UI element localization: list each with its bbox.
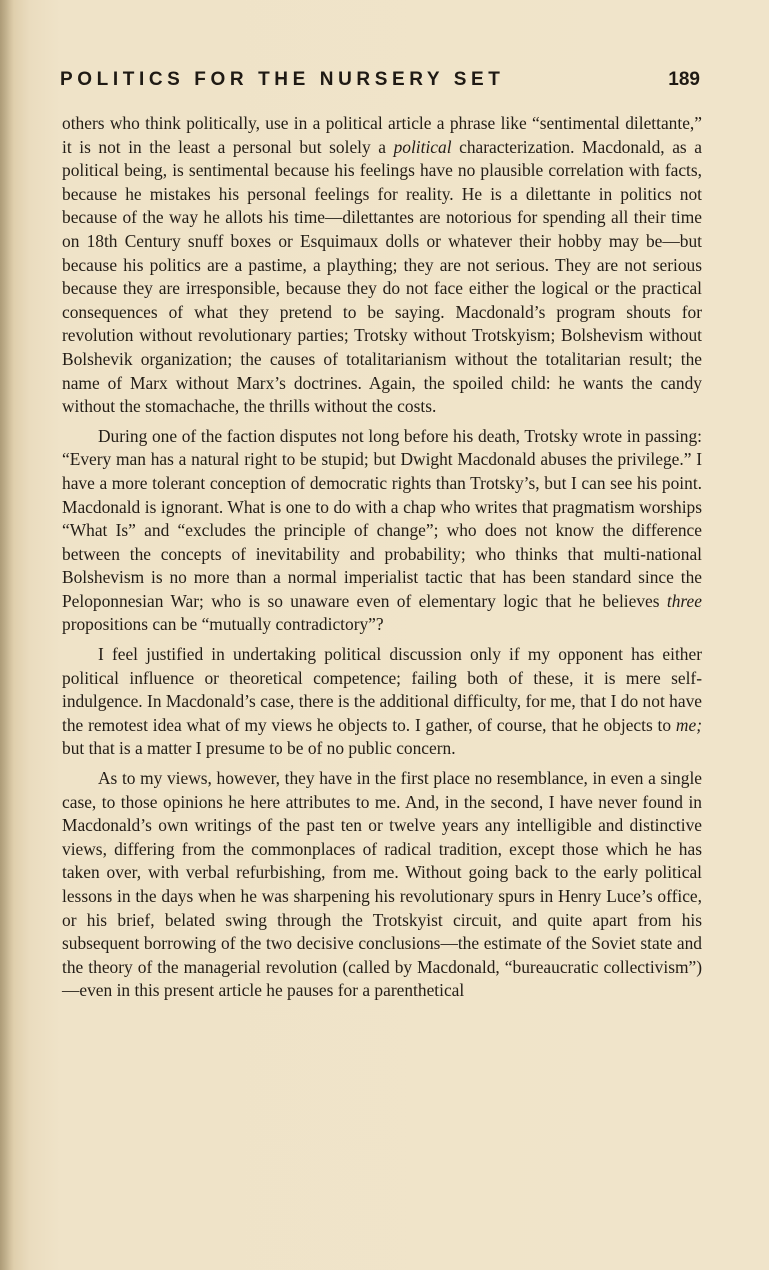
- running-head: [60, 69, 700, 99]
- paragraph-2-text-b: propositions can be “mutually contradictory”?: [62, 614, 384, 635]
- paragraph-2-text-a: During one of the faction disputes not long before his death, Trotsky wrote in passing: “Every man has a natural right to be stupid; but Dwight Macdonald abuses the privilege.” I have a more tolerant conception of democratic rights than Trotsky’s, but I can see his point. Macdonald is ignorant. What is one to do with a chap who writes that pragmatism worships “What Is” and “excludes the principle of change”; who does not know the difference between the concepts of inevitability and probability; who thinks that multi-national Bolshevism is no more than a normal imperialist tactic that has been standard since the Peloponnesian War; who is so unaware even of elementary logic that he believes: [62, 425, 702, 611]
- paragraph-1: [62, 112, 702, 419]
- paragraph-4-text-a: As to my views, however, they have in the first place no resemblance, in even a single case, to those opinions he here attributes to me. And, in the second, I have never found in Macdonald’s own writings of the past ten or twelve years any intelligible and distinctive views, differing from the commonplaces of radical tradition, except those which he has taken over, with verbal refurbishing, from me. Without going back to the early political lessons in the days when he was sharpening his revolutionary spurs in Henry Luce’s office, or his brief, belated swing through the Trotskyist circuit, and quite apart from his subsequent borrowing of the two decisive conclusions—the estimate of the Soviet state and the theory of the managerial revolution (called by Macdonald, “bureaucratic collectivism”)—even in this present article he pauses for a parenthetical: [62, 768, 702, 1001]
- body-text: [62, 112, 702, 1003]
- paragraph-3-italic: me;: [675, 714, 702, 735]
- paragraph-2: [62, 425, 702, 637]
- binding-gutter-shadow: [0, 0, 14, 1270]
- paragraph-3-text-b: but that is a matter I presume to be of no public concern.: [62, 738, 456, 759]
- paragraph-1-text-a: others who think politically, use in a political article a phrase like “sentimental dilettante,” it is not in the least a personal but solely a: [62, 113, 702, 157]
- running-title: POLITICS FOR THE NURSERY SET: [60, 69, 505, 90]
- paragraph-3: [62, 643, 702, 761]
- paragraph-1-italic: political: [393, 136, 452, 157]
- paragraph-1-text-b: characterization. Macdonald, as a political being, is sentimental because his feelings have no plausible correlation with facts, because he mistakes his personal feelings for reality. He is a dilettante in politics not because of the way he allots his time—dilettantes are notorious for spending all their time on 18th Century snuff boxes or Esquimaux dolls or whatever their hobby may be—but because his politics are a pastime, a plaything; they are not serious. They are not serious because they are irresponsible, because they do not face either the logical or the practical consequences of what they pretend to be saying. Macdonald’s program shouts for revolution without revolutionary parties; Trotsky without Trotskyism; Bolshevism without Bolshevik organization; the causes of totalitarianism without the totalitarian result; the name of Marx without Marx’s doctrines. Again, the spoiled child: he wants the candy without the stomachache, the thrills without the costs.: [62, 136, 702, 417]
- paragraph-3-text-a: I feel justified in undertaking political discussion only if my opponent has either political influence or theoretical competence; failing both of these, it is mere self-indulgence. In Macdonald’s case, there is the additional difficulty, for me, that I do not have the remotest idea what of my views he objects to. I gather, of course, that he objects to: [62, 644, 702, 735]
- paragraph-2-italic: three: [666, 590, 702, 611]
- paragraph-4: [62, 767, 702, 1003]
- page-number: 189: [668, 69, 700, 90]
